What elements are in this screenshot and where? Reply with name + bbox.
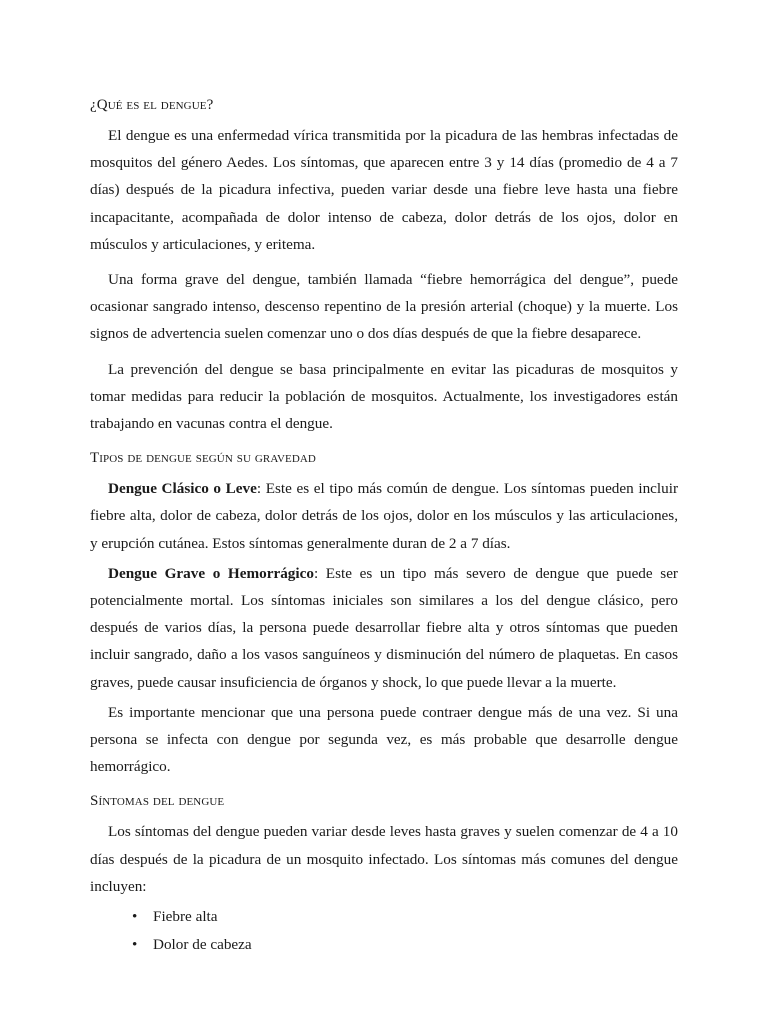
section-heading-sintomas: Síntomas del dengue <box>90 793 225 810</box>
paragraph-prevencion: La prevención del dengue se basa principalmente en evitar las picaduras de mosquitos y tomar medidas para reducir la población de mosquitos. Actualmente, los investigadores están trabajando en vacunas contra el dengue. <box>90 360 678 433</box>
list-item-label: Fiebre alta <box>153 908 218 926</box>
term-dengue-grave: Dengue Grave o Hemorrágico <box>108 564 314 582</box>
list-item <box>132 903 678 931</box>
paragraph-forma-grave: Una forma grave del dengue, también llamada “fiebre hemorrágica del dengue”, puede ocasionar sangrado intenso, descenso repentino de la presión arterial (choque) y la muerte. Los signos de advertencia suelen comenzar uno o dos días después de que la fiebre desaparece. <box>90 271 678 343</box>
term-dengue-clasico: Dengue Clásico o Leve <box>108 480 257 498</box>
paragraph-sintomas-intro: Los síntomas del dengue pueden variar desde leves hasta graves y suelen comenzar de 4 a 10 días después de la picadura de un mosquito infectado. Los síntomas más comunes del dengue incluyen: <box>90 823 678 895</box>
section-heading-que-es: ¿Qué es el dengue? <box>90 97 214 113</box>
bullet-icon: • <box>132 936 138 954</box>
paragraph-definicion: El dengue es una enfermedad vírica transmitida por la picadura de las hembras infectadas de mosquitos del género Aedes. Los síntomas, que aparecen entre 3 y 14 días (promedio de 4 a 7 días) después de la picadura infectiva, pueden variar desde una fiebre leve hasta una fiebre incapacitante, acompañada de dolor intenso de cabeza, dolor detrás de los ojos, dolor en músculos y articulaciones, y eritema. <box>90 127 678 253</box>
text-dengue-grave: : Este es un tipo más severo de dengue que puede ser potencialmente mortal. Los síntomas iniciales son similares a los del dengue clásico, pero después de varios días, la persona puede desarrollar fiebre alta y otros síntomas que pueden incluir sangrado, daño a los vasos sanguíneos y disminución del número de plaquetas. En casos graves, puede causar insuficiencia de órganos y shock, lo que puede llevar a la muerte. <box>90 564 678 691</box>
document-page <box>90 94 678 959</box>
list-item-label: Dolor de cabeza <box>153 936 252 954</box>
paragraph-dengue-clasico <box>90 475 678 557</box>
paragraph-reinfeccion: Es importante mencionar que una persona puede contraer dengue más de una vez. Si una persona se infecta con dengue por segunda vez, es más probable que desarrolle dengue hemorrágico. <box>90 703 678 776</box>
bullet-icon: • <box>132 908 138 926</box>
paragraph-dengue-grave <box>90 560 678 696</box>
list-item <box>132 931 678 959</box>
section-heading-tipos: Tipos de dengue según su gravedad <box>90 450 316 467</box>
symptoms-list <box>90 903 678 959</box>
text-dengue-clasico: : Este es el tipo más común de dengue. Los síntomas pueden incluir fiebre alta, dolor de cabeza, dolor detrás de los ojos, dolor en los músculos y las articulaciones, y erupción cutánea. Estos síntomas generalmente duran de 2 a 7 días. <box>90 480 679 552</box>
